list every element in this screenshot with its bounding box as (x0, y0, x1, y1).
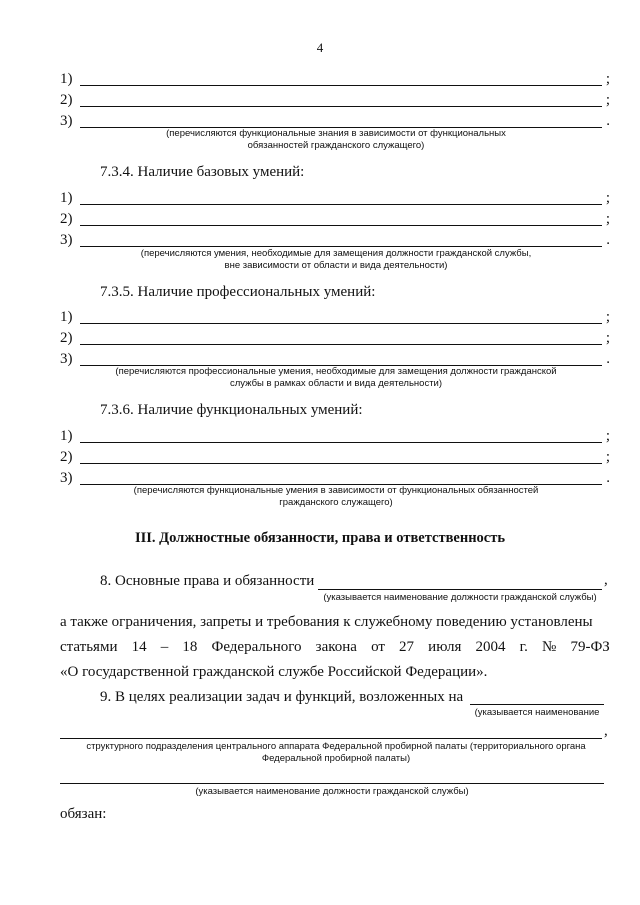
item-number: 1) (60, 309, 73, 325)
blank-line (80, 204, 602, 205)
blank-caption: (указывается наименование должности гражданской службы) (323, 592, 597, 603)
blank-line (80, 246, 602, 247)
section-title: III. Должностные обязанности, права и ответственность (134, 530, 506, 546)
caption-basic-skills: (перечисляются умения, необходимые для замещения должности гражданской службы, вне зависимости от области и вида деятельности) (140, 248, 532, 271)
blank-caption: (указывается наименование (474, 707, 600, 718)
page-number: 4 (316, 40, 324, 55)
para8-lead: 8. Основные права и обязанности (100, 573, 315, 589)
para8-line3: статьями 14 – 18 Федерального закона от 27 июля 2004 г. № 79-ФЗ (60, 639, 610, 655)
subdivision-name-blank-continued[interactable] (60, 738, 602, 739)
item-number: 1) (60, 71, 73, 87)
comma: , (604, 572, 608, 588)
line-end-punct: ; (605, 330, 610, 346)
blank-line (80, 442, 602, 443)
fill-line-1[interactable] (60, 189, 612, 207)
line-end-punct: . (606, 113, 610, 129)
line-end-punct: ; (605, 211, 610, 227)
fill-line-1[interactable] (60, 427, 612, 445)
fill-line-3[interactable] (60, 231, 612, 249)
caption-functional-knowledge: (перечисляются функциональные знания в зависимости от функциональных обязанностей гражданского служащего) (166, 128, 506, 151)
fill-line-1[interactable] (60, 70, 612, 88)
blank-line (80, 463, 602, 464)
blank-line (80, 225, 602, 226)
heading-functional-skills: 7.3.6. Наличие функциональных умений: (100, 402, 363, 418)
item-number: 2) (60, 449, 73, 465)
item-number: 2) (60, 92, 73, 108)
item-number: 3) (60, 232, 73, 248)
blank-line (80, 323, 602, 324)
line-end-punct: ; (605, 449, 610, 465)
fill-line-2[interactable] (60, 91, 612, 109)
blank-line (80, 106, 602, 107)
caption-subdivision: структурного подразделения центрального аппарата Федеральной пробирной палаты (территориального органа Федеральной пробирной палаты) (86, 741, 586, 764)
line-end-punct: . (606, 470, 610, 486)
para9-lead: 9. В целях реализации задач и функций, возложенных на (100, 689, 464, 705)
line-end-punct: ; (605, 92, 610, 108)
heading-professional-skills: 7.3.5. Наличие профессиональных умений: (100, 284, 376, 300)
item-number: 2) (60, 330, 73, 346)
caption-professional-skills: (перечисляются профессиональные умения, необходимые для замещения должности гражданской службы в рамках области и вида деятельности) (115, 366, 557, 389)
caption-functional-skills: (перечисляются функциональные умения в зависимости от функциональных обязанностей гражданского служащего) (133, 485, 539, 508)
position-name-blank[interactable] (318, 589, 602, 590)
blank-line (80, 85, 602, 86)
para8-line2: а также ограничения, запреты и требования к служебному поведению установлены (60, 614, 593, 630)
blank-caption: (указывается наименование должности гражданской службы) (195, 786, 469, 797)
line-end-punct: . (606, 351, 610, 367)
line-end-punct: . (606, 232, 610, 248)
fill-line-2[interactable] (60, 210, 612, 228)
item-number: 3) (60, 351, 73, 367)
item-number: 2) (60, 211, 73, 227)
line-end-punct: ; (605, 190, 610, 206)
subdivision-name-blank[interactable] (470, 704, 604, 705)
item-number: 1) (60, 428, 73, 444)
fill-line-2[interactable] (60, 329, 612, 347)
item-number: 3) (60, 113, 73, 129)
fill-line-1[interactable] (60, 308, 612, 326)
line-end-punct: ; (605, 428, 610, 444)
comma: , (604, 723, 608, 739)
item-number: 3) (60, 470, 73, 486)
closing-word: обязан: (60, 806, 107, 822)
item-number: 1) (60, 190, 73, 206)
blank-line (80, 344, 602, 345)
position-name-blank-2[interactable] (60, 783, 604, 784)
line-end-punct: ; (605, 309, 610, 325)
heading-basic-skills: 7.3.4. Наличие базовых умений: (100, 164, 305, 180)
fill-line-2[interactable] (60, 448, 612, 466)
line-end-punct: ; (605, 71, 610, 87)
para8-line4: «О государственной гражданской службе Российской Федерации». (60, 664, 488, 680)
